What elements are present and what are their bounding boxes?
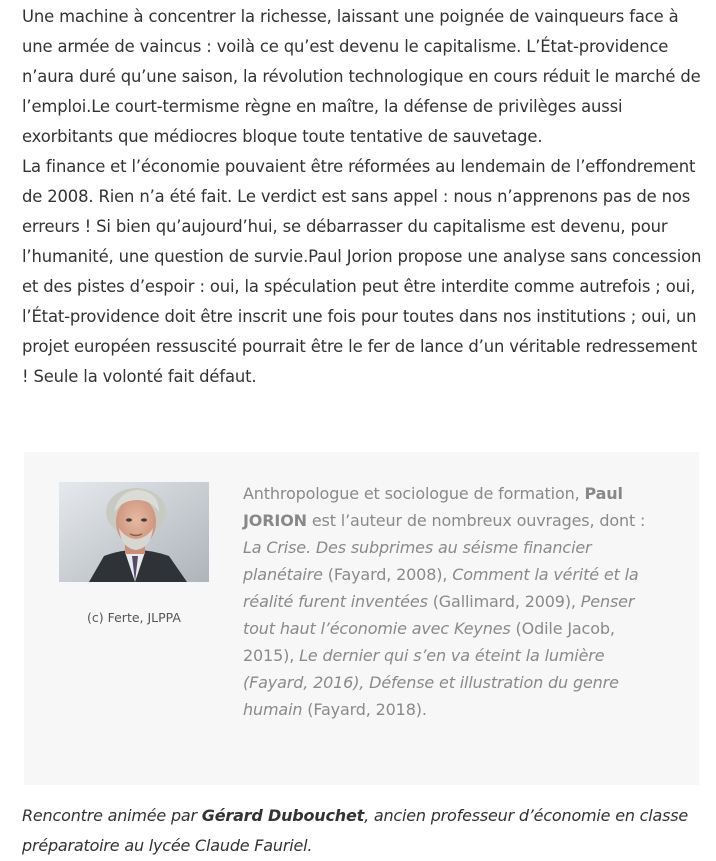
intro-paragraph-1: Une machine à concentrer la richesse, laissant une poignée de vainqueurs face à une armée de vaincus : voilà ce qu’est devenu le capitalisme. L’État-providence n’aura duré qu’une saison, la révolution technologique en cours réduit le marché de l’emploi.Le court-termisme règne en maître, la défense de privilèges aussi exorbitants que médiocres bloque toute tentative de sauvetage. bbox=[22, 7, 701, 146]
article-intro bbox=[22, 2, 702, 392]
author-bio-box bbox=[24, 452, 699, 785]
bio-text-1: Anthropologue et sociologue de formation, bbox=[243, 484, 585, 503]
book-title-2: Comment la vérité et la réalité furent inventées bbox=[243, 565, 639, 611]
bio-text-2: est l’auteur de nombreux ouvrages, dont : bbox=[306, 511, 646, 530]
bio-text-6: (Fayard, 2018). bbox=[302, 700, 427, 719]
author-portrait-image bbox=[59, 482, 209, 582]
footer-text-2: , ancien professeur d’économie en classe préparatoire au lycée Claude Fauriel. bbox=[22, 806, 689, 855]
event-moderator-note bbox=[22, 801, 712, 861]
book-title-3: Penser tout haut l’économie avec Keynes bbox=[243, 592, 635, 638]
bio-text-3: (Fayard, 2008), bbox=[322, 565, 453, 584]
author-photo bbox=[59, 482, 209, 582]
footer-text-1: Rencontre animée par bbox=[22, 806, 202, 825]
moderator-name: Gérard Dubouchet bbox=[201, 806, 365, 825]
bio-text-5: (Odile Jacob, 2015), bbox=[243, 619, 615, 665]
book-title-4: Le dernier qui s’en va éteint la lumière (Fayard, 2016), Défense et illustration du genre humain bbox=[243, 646, 619, 719]
photo-caption: (c) Ferte, JLPPA bbox=[87, 610, 181, 625]
author-name: Paul JORION bbox=[243, 484, 623, 530]
book-title-1: La Crise. Des subprimes au séisme financier planétaire bbox=[243, 538, 592, 584]
intro-paragraph-2: La finance et l’économie pouvaient être réformées au lendemain de l’effondrement de 2008. Rien n’a été fait. Le verdict est sans appel : nous n’apprenons pas de nos erreurs ! Si bien qu’aujourd’hui, se débarrasser du capitalisme est devenu, pour l’humanité, une question de survie.Paul Jorion propose une analyse sans concession et des pistes d’espoir : oui, la spéculation peut être interdite comme autrefois ; oui, l’État-providence doit être inscrit une fois pour toutes dans nos institutions ; oui, un projet européen ressuscité pourrait être le fer de lance d’un véritable redressement ! Seule la volonté fait défaut. bbox=[22, 157, 702, 386]
bio-text-4: (Gallimard, 2009), bbox=[427, 592, 581, 611]
